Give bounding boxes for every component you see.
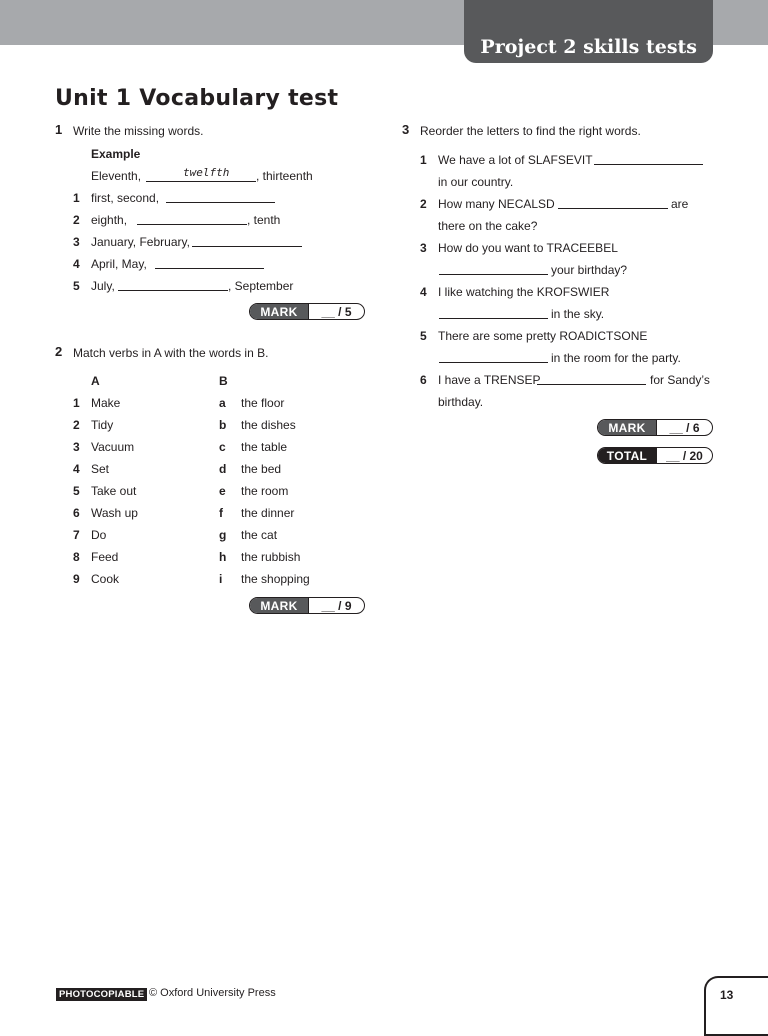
answer-line[interactable]: [558, 208, 668, 209]
row-number: 6: [73, 506, 80, 520]
answer-line[interactable]: [137, 224, 247, 225]
row-number: 4: [73, 462, 80, 476]
row-letter: e: [219, 484, 226, 498]
mark-label: MARK: [250, 304, 308, 319]
item-text: first, second,: [91, 191, 160, 205]
item-number: 3: [73, 235, 80, 249]
item-text: How many NECALSD: [438, 197, 555, 211]
photocopiable-badge: PHOTOCOPIABLE: [56, 988, 147, 1001]
item-text-after: , September: [228, 279, 294, 293]
answer-line[interactable]: [537, 384, 646, 385]
question-number: 2: [55, 344, 63, 359]
page-title: Unit 1 Vocabulary test: [55, 86, 339, 111]
verb-a: Feed: [91, 550, 119, 564]
total-box: [597, 447, 713, 464]
answer-line[interactable]: [155, 268, 264, 269]
item-text-line2: there on the cake?: [438, 219, 538, 233]
item-text: I have a TRENSEP: [438, 373, 541, 387]
verb-a: Do: [91, 528, 107, 542]
item-text: I like watching the KROFSWIER: [438, 285, 610, 299]
total-value: __ / 20: [656, 448, 712, 463]
answer-line[interactable]: [439, 362, 548, 363]
verb-a: Wash up: [91, 506, 138, 520]
mark-label: MARK: [250, 598, 308, 613]
item-number: 1: [73, 191, 80, 205]
column-a-header: A: [91, 374, 100, 388]
question-instruction: Write the missing words.: [73, 124, 204, 138]
example-answer: twelfth: [183, 166, 230, 179]
publisher-text: © Oxford University Press: [149, 987, 276, 999]
row-letter: d: [219, 462, 227, 476]
row-number: 9: [73, 572, 80, 586]
row-number: 7: [73, 528, 80, 542]
item-number: 1: [420, 153, 427, 167]
verb-a: Make: [91, 396, 121, 410]
mark-value: __ / 6: [656, 420, 712, 435]
item-text: How do you want to TRACEEBEL: [438, 241, 618, 255]
row-letter: g: [219, 528, 227, 542]
item-text-line2: in the sky.: [551, 307, 605, 321]
example-label: Example: [91, 147, 141, 161]
item-number: 2: [420, 197, 427, 211]
column-b-header: B: [219, 374, 228, 388]
mark-box: [249, 303, 365, 320]
example-suffix: , thirteenth: [256, 169, 313, 183]
page-number: 13: [720, 988, 734, 1002]
item-number: 2: [73, 213, 80, 227]
phrase-b: the dishes: [241, 418, 296, 432]
phrase-b: the dinner: [241, 506, 295, 520]
example-answer-line: [146, 181, 256, 182]
item-text-line2: your birthday?: [551, 263, 628, 277]
item-text: April, May,: [91, 257, 147, 271]
phrase-b: the rubbish: [241, 550, 301, 564]
header-title: Project 2 skills tests: [480, 36, 697, 58]
question-instruction: Reorder the letters to find the right words.: [420, 124, 641, 138]
item-text: January, February,: [91, 235, 190, 249]
header-tab: [464, 0, 713, 63]
phrase-b: the shopping: [241, 572, 310, 586]
mark-box: [249, 597, 365, 614]
mark-value: __ / 9: [308, 598, 364, 613]
row-number: 3: [73, 440, 80, 454]
verb-a: Set: [91, 462, 110, 476]
item-number: 5: [420, 329, 427, 343]
row-number: 5: [73, 484, 80, 498]
item-text: eighth,: [91, 213, 128, 227]
answer-line[interactable]: [439, 274, 548, 275]
question-instruction: Match verbs in A with the words in B.: [73, 346, 269, 360]
item-text: We have a lot of SLAFSEVIT: [438, 153, 593, 167]
item-text-after: are: [671, 197, 689, 211]
answer-line[interactable]: [118, 290, 228, 291]
verb-a: Cook: [91, 572, 120, 586]
item-number: 4: [73, 257, 80, 271]
row-number: 2: [73, 418, 80, 432]
row-letter: a: [219, 396, 226, 410]
item-number: 5: [73, 279, 80, 293]
item-number: 3: [420, 241, 427, 255]
total-label: TOTAL: [598, 448, 656, 463]
mark-label: MARK: [598, 420, 656, 435]
row-letter: f: [219, 506, 223, 520]
item-text: There are some pretty ROADICTSONE: [438, 329, 648, 343]
row-letter: c: [219, 440, 226, 454]
mark-value: __ / 5: [308, 304, 364, 319]
item-text-line2: birthday.: [438, 395, 484, 409]
answer-line[interactable]: [166, 202, 275, 203]
item-number: 6: [420, 373, 427, 387]
item-number: 4: [420, 285, 427, 299]
row-number: 8: [73, 550, 80, 564]
row-letter: b: [219, 418, 227, 432]
answer-line[interactable]: [594, 164, 703, 165]
example-prefix: Eleventh,: [91, 169, 142, 183]
item-text-after: for Sandy’s: [650, 373, 710, 387]
row-number: 1: [73, 396, 80, 410]
page-number-tab: [704, 976, 768, 1036]
phrase-b: the floor: [241, 396, 285, 410]
phrase-b: the cat: [241, 528, 278, 542]
question-number: 1: [55, 122, 63, 137]
item-text: July,: [91, 279, 115, 293]
answer-line[interactable]: [192, 246, 302, 247]
phrase-b: the table: [241, 440, 288, 454]
answer-line[interactable]: [439, 318, 548, 319]
question-number: 3: [402, 122, 410, 137]
mark-box: [597, 419, 713, 436]
item-text-line2: in the room for the party.: [551, 351, 681, 365]
verb-a: Tidy: [91, 418, 114, 432]
item-text-line2: in our country.: [438, 175, 514, 189]
phrase-b: the room: [241, 484, 289, 498]
item-text-after: , tenth: [247, 213, 281, 227]
phrase-b: the bed: [241, 462, 282, 476]
verb-a: Vacuum: [91, 440, 135, 454]
row-letter: h: [219, 550, 227, 564]
verb-a: Take out: [91, 484, 137, 498]
row-letter: i: [219, 572, 223, 586]
